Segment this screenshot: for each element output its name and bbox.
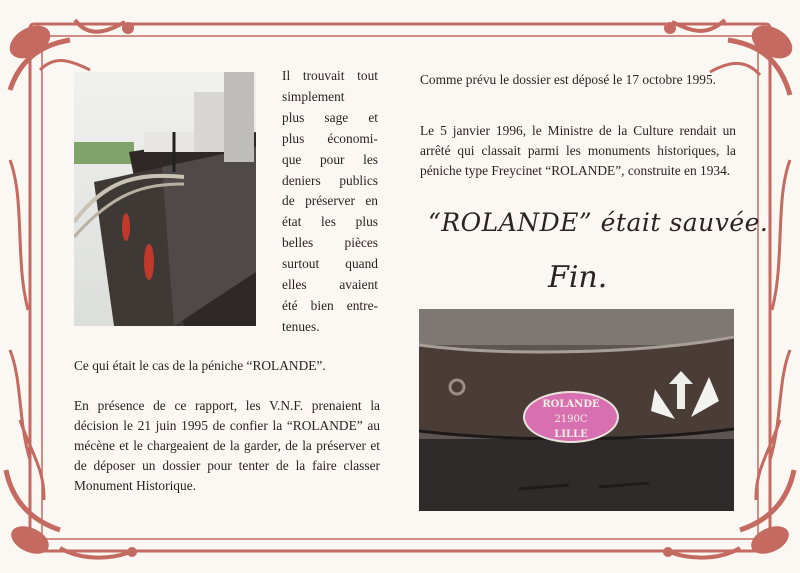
fin-heading: Fin. — [548, 260, 608, 295]
photo-side-paragraph: Il trouvait tout simplement plus sage et plus économi- que pour les deniers publics de préserver en état les plus belles pièces surtout quand elles avaient été bien entre- tenues. — [282, 68, 378, 334]
dossier-paragraph: Comme prévu le dossier est déposé le 17 octobre 1995. — [420, 72, 717, 87]
arrete-paragraph: Le 5 janvier 1996, le Ministre de la Culture rendait un arrêté qui classait parmi les monuments historiques, la péniche type Freycinet “ROLANDE”, construite en 1934. — [420, 123, 736, 178]
saved-heading: “ROLANDE” était sauvée. — [428, 208, 769, 237]
barge-deck-photo — [74, 72, 256, 326]
decision-paragraph: En présence de ce rapport, les V.N.F. prenaient la décision le 21 juin 1995 de confier la “ROLANDE” au mécène et le chargeaient de la garder, de la préserver et de déposer un dossier pour tenter de la faire classer Monument Historique. — [74, 398, 380, 493]
bow-photo — [419, 309, 734, 511]
rolande-badge: ROLANDE 2190C LILLE — [523, 391, 619, 443]
case-statement: Ce qui était le cas de la péniche “ROLANDE”. — [74, 358, 326, 373]
